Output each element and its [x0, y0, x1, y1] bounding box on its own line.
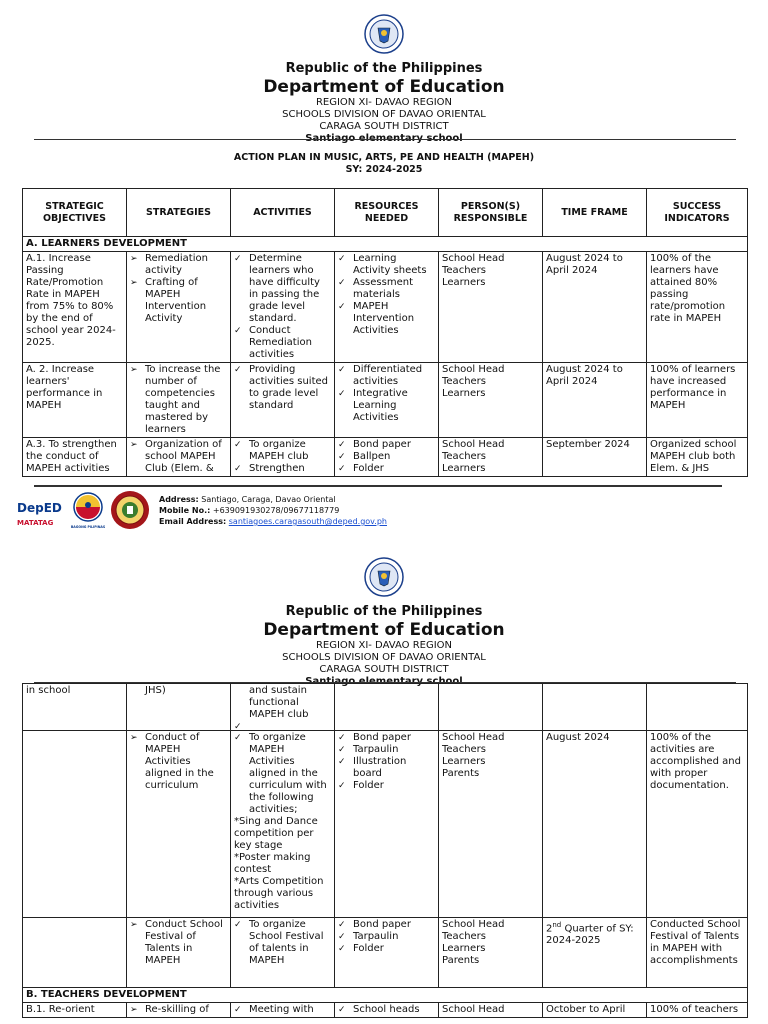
indicator-cell: 100% of learners have increased performance in MAPEH	[647, 363, 748, 438]
list-item: ✓ Learning Activity sheets	[338, 253, 427, 276]
timeframe-cell: August 2024	[543, 731, 647, 918]
section-teachers-label: B. TEACHERS DEVELOPMENT	[23, 988, 748, 1003]
action-plan-table-page-1	[22, 188, 748, 477]
plan-title	[0, 152, 768, 176]
list-item: ✓ School heads	[338, 1004, 420, 1015]
list-item: ✓ Tarpaulin	[338, 744, 399, 755]
section-row-learners	[23, 237, 748, 252]
list-item: ✓ Bond paper	[338, 439, 411, 450]
objective-cell	[23, 918, 127, 988]
header-activities: ACTIVITIES	[231, 189, 335, 237]
objective-cell	[23, 731, 127, 918]
strategies-cell	[127, 918, 231, 988]
indicator-cell: 100% of the learners have attained 80% passing rate/promotion rate in MAPEH	[647, 252, 748, 363]
list-item: ✓ Determine learners who have difficulty in passing the grade level standard.	[234, 253, 320, 324]
activities-cell: ✓ To organize MAPEH Activities aligned in the curriculum with the following activities; *Sing and Dance competition per key stage *Poster making contest *Arts Competition through various activities	[231, 731, 335, 918]
contact-block	[159, 494, 387, 527]
table-header-row	[23, 189, 748, 237]
list-item: ✓ Bond paper	[338, 919, 411, 930]
arrow-bullet-icon: ➢	[130, 1005, 138, 1015]
arrow-bullet-icon: ➢	[130, 278, 138, 288]
strategies-cell	[127, 731, 231, 918]
district-text: CARAGA SOUTH DISTRICT	[319, 121, 449, 132]
header-strategies: STRATEGIES	[127, 189, 231, 237]
persons-cell	[439, 684, 543, 731]
list-item: ✓ Providing activities suited to grade level standard	[234, 364, 329, 411]
region-text: REGION XI- DAVAO REGION	[315, 640, 453, 651]
persons-cell: School Head Teachers Learners	[439, 363, 543, 438]
check-bullet-icon: ✓	[234, 326, 242, 336]
list-item: ✓ Integrative Learning Activities	[338, 388, 408, 423]
indicator-cell: 100% of the activities are accomplished and with proper documentation.	[647, 731, 748, 918]
check-bullet-icon: ✓	[338, 745, 346, 755]
strategies-cell	[127, 438, 231, 477]
check-bullet-icon: ✓	[338, 932, 346, 942]
list-item: ✓ Tarpaulin	[338, 931, 399, 942]
persons-cell: School Head	[439, 1003, 543, 1018]
action-plan-table-page-2	[22, 683, 748, 1018]
objective-cell: B.1. Re-orient	[23, 1003, 127, 1018]
resources-cell	[335, 438, 439, 477]
header-divider	[34, 139, 736, 140]
check-bullet-icon: ✓	[234, 440, 242, 450]
indicator-cell: Organized school MAPEH club both Elem. & JHS	[647, 438, 748, 477]
email-link[interactable]: santiagoes.caragasouth@deped.gov.ph	[228, 517, 387, 526]
section-row-teachers	[23, 988, 748, 1003]
arrow-bullet-icon: ➢	[130, 440, 138, 450]
arrow-bullet-icon: ➢	[130, 365, 138, 375]
list-item: ✓ MAPEH Intervention Activities	[338, 301, 415, 336]
table-row	[23, 731, 748, 918]
check-bullet-icon: ✓	[234, 1005, 242, 1015]
check-bullet-icon: ✓	[338, 944, 346, 954]
timeframe-cell	[543, 684, 647, 731]
activities-cell: and sustain functional MAPEH club ✓	[231, 684, 335, 731]
list-item: ✓ Meeting with	[234, 1004, 314, 1015]
section-learners-label: A. LEARNERS DEVELOPMENT	[23, 237, 748, 252]
activities-cell	[231, 1003, 335, 1018]
header-persons: PERSON(S) RESPONSIBLE	[439, 189, 543, 237]
list-item: ✓ To organize MAPEH club	[234, 439, 309, 462]
indicator-cell	[647, 684, 748, 731]
list-item: ✓ Folder	[338, 943, 384, 954]
republic-text: Republic of the Philippines	[285, 604, 483, 619]
table-row	[23, 438, 748, 477]
header-indicators: SUCCESS INDICATORS	[647, 189, 748, 237]
check-bullet-icon: ✓	[338, 757, 346, 767]
check-bullet-icon: ✓	[338, 920, 346, 930]
letterhead-page-1	[0, 14, 768, 145]
strategies-cell	[127, 363, 231, 438]
check-bullet-icon: ✓	[338, 733, 346, 743]
list-item: ➢ Conduct School Festival of Talents in MAPEH	[130, 919, 223, 966]
list-item: ✓ Assessment materials	[338, 277, 413, 300]
persons-cell: School Head Teachers Learners Parents	[439, 731, 543, 918]
resources-cell	[335, 684, 439, 731]
deped-seal-icon	[364, 557, 404, 597]
activities-cell	[231, 363, 335, 438]
check-bullet-icon: ✓	[234, 920, 242, 930]
strategies-cell	[127, 252, 231, 363]
indicator-cell: Conducted School Festival of Talents in MAPEH with accomplishments	[647, 918, 748, 988]
list-item: ➢ Conduct of MAPEH Activities aligned in the curriculum	[130, 732, 214, 791]
persons-cell: School Head Teachers Learners	[439, 438, 543, 477]
resources-cell	[335, 731, 439, 918]
check-bullet-icon: ✓	[338, 389, 346, 399]
department-title: Department of Education	[263, 620, 505, 640]
deped-logo-text: DepED	[17, 501, 62, 515]
timeframe-cell: October to April	[543, 1003, 647, 1018]
republic-text: Republic of the Philippines	[285, 61, 483, 76]
header-timeframe: TIME FRAME	[543, 189, 647, 237]
activities-cell	[231, 438, 335, 477]
list-item: ➢ Organization of school MAPEH Club (Elem. &	[130, 439, 222, 474]
objective-cell: in school	[23, 684, 127, 731]
resources-cell	[335, 252, 439, 363]
check-bullet-icon: ✓	[234, 733, 242, 743]
list-item: ✓ Folder	[338, 463, 384, 474]
objective-cell: A. 2. Increase learners' performance in MAPEH	[23, 363, 127, 438]
timeframe-cell: September 2024	[543, 438, 647, 477]
list-item: ✓ Ballpen	[338, 451, 391, 462]
arrow-bullet-icon: ➢	[130, 254, 138, 264]
resources-cell	[335, 918, 439, 988]
matatag-logo-text: MATATAG	[17, 519, 54, 527]
list-item: ➢ To increase the number of competencies taught and mastered by learners	[130, 364, 221, 435]
letterhead-page-2	[0, 557, 768, 688]
strategies-cell	[127, 1003, 231, 1018]
check-bullet-icon: ✓	[338, 781, 346, 791]
check-bullet-icon: ✓	[234, 464, 242, 474]
check-bullet-icon: ✓	[234, 722, 242, 731]
arrow-bullet-icon: ➢	[130, 920, 138, 930]
header-objectives: STRATEGIC OBJECTIVES	[23, 189, 127, 237]
check-bullet-icon: ✓	[338, 440, 346, 450]
district-text: CARAGA SOUTH DISTRICT	[319, 664, 449, 675]
activities-cell	[231, 918, 335, 988]
email-line: Email Address: santiagoes.caragasouth@deped.gov.ph	[159, 517, 387, 526]
plan-sy-text: SY: 2024-2025	[345, 164, 423, 175]
table-row	[23, 918, 748, 988]
strategies-cell: JHS)	[127, 684, 231, 731]
division-text: SCHOOLS DIVISION OF DAVAO ORIENTAL	[282, 652, 486, 663]
department-title: Department of Education	[263, 77, 505, 97]
list-item: ✓ Illustration board	[338, 756, 407, 779]
list-item: ➢ Re-skilling of	[130, 1004, 209, 1015]
resources-cell	[335, 363, 439, 438]
timeframe-cell: August 2024 to April 2024	[543, 252, 647, 363]
mobile-line: Mobile No.: +639091930278/09677118779	[159, 506, 340, 515]
check-bullet-icon: ✓	[234, 365, 242, 375]
table-row	[23, 1003, 748, 1018]
list-item: ✓ Folder	[338, 780, 384, 791]
check-bullet-icon: ✓	[338, 1005, 346, 1015]
timeframe-cell: 2nd Quarter of SY: 2024-2025	[543, 918, 647, 988]
footer-divider	[34, 485, 722, 487]
table-row	[23, 363, 748, 438]
plan-title-text: ACTION PLAN IN MUSIC, ARTS, PE AND HEALTH (MAPEH)	[233, 152, 535, 163]
list-item: ➢ Crafting of MAPEH Intervention Activity	[130, 277, 207, 324]
deped-seal-icon	[364, 14, 404, 54]
check-bullet-icon: ✓	[338, 365, 346, 375]
header-resources: RESOURCES NEEDED	[335, 189, 439, 237]
persons-cell: School Head Teachers Learners Parents	[439, 918, 543, 988]
list-item: ✓ Strengthen	[234, 463, 305, 474]
list-item: ✓ To organize School Festival of talents in MAPEH	[234, 919, 324, 966]
check-bullet-icon: ✓	[338, 452, 346, 462]
indicator-cell: 100% of teachers	[647, 1003, 748, 1018]
check-bullet-icon: ✓	[338, 254, 346, 264]
division-text: SCHOOLS DIVISION OF DAVAO ORIENTAL	[282, 109, 486, 120]
region-text: REGION XI- DAVAO REGION	[315, 97, 453, 108]
table-row	[23, 252, 748, 363]
activities-cell	[231, 252, 335, 363]
list-item: ✓ Conduct Remediation activities	[234, 325, 312, 360]
arrow-bullet-icon: ➢	[130, 733, 138, 743]
address-line: Address: Santiago, Caraga, Davao Oriental	[159, 495, 336, 504]
objective-cell: A.3. To strengthen the conduct of MAPEH activities	[23, 438, 127, 477]
page-footer	[16, 490, 752, 534]
list-item: ✓ Bond paper	[338, 732, 411, 743]
bagong-pilipinas-text: BAGONG PILIPINAS	[70, 525, 106, 529]
check-bullet-icon: ✓	[338, 464, 346, 474]
list-item: ✓ To organize MAPEH Activities aligned in the curriculum with the following activities;	[234, 732, 327, 815]
list-item: ➢ Remediation activity	[130, 253, 208, 276]
persons-cell: School Head Teachers Learners	[439, 252, 543, 363]
school-seal-logo	[110, 490, 150, 530]
resources-cell	[335, 1003, 439, 1018]
table-row	[23, 684, 748, 731]
deped-matatag-logo	[16, 494, 62, 530]
timeframe-cell: August 2024 to April 2024	[543, 363, 647, 438]
check-bullet-icon: ✓	[234, 254, 242, 264]
bagong-pilipinas-logo	[68, 490, 108, 530]
check-bullet-icon: ✓	[338, 278, 346, 288]
objective-cell: A.1. Increase Passing Rate/Promotion Rate in MAPEH from 75% to 80% by the end of school year 2024-2025.	[23, 252, 127, 363]
list-item: ✓ Differentiated activities	[338, 364, 423, 387]
check-bullet-icon: ✓	[338, 302, 346, 312]
